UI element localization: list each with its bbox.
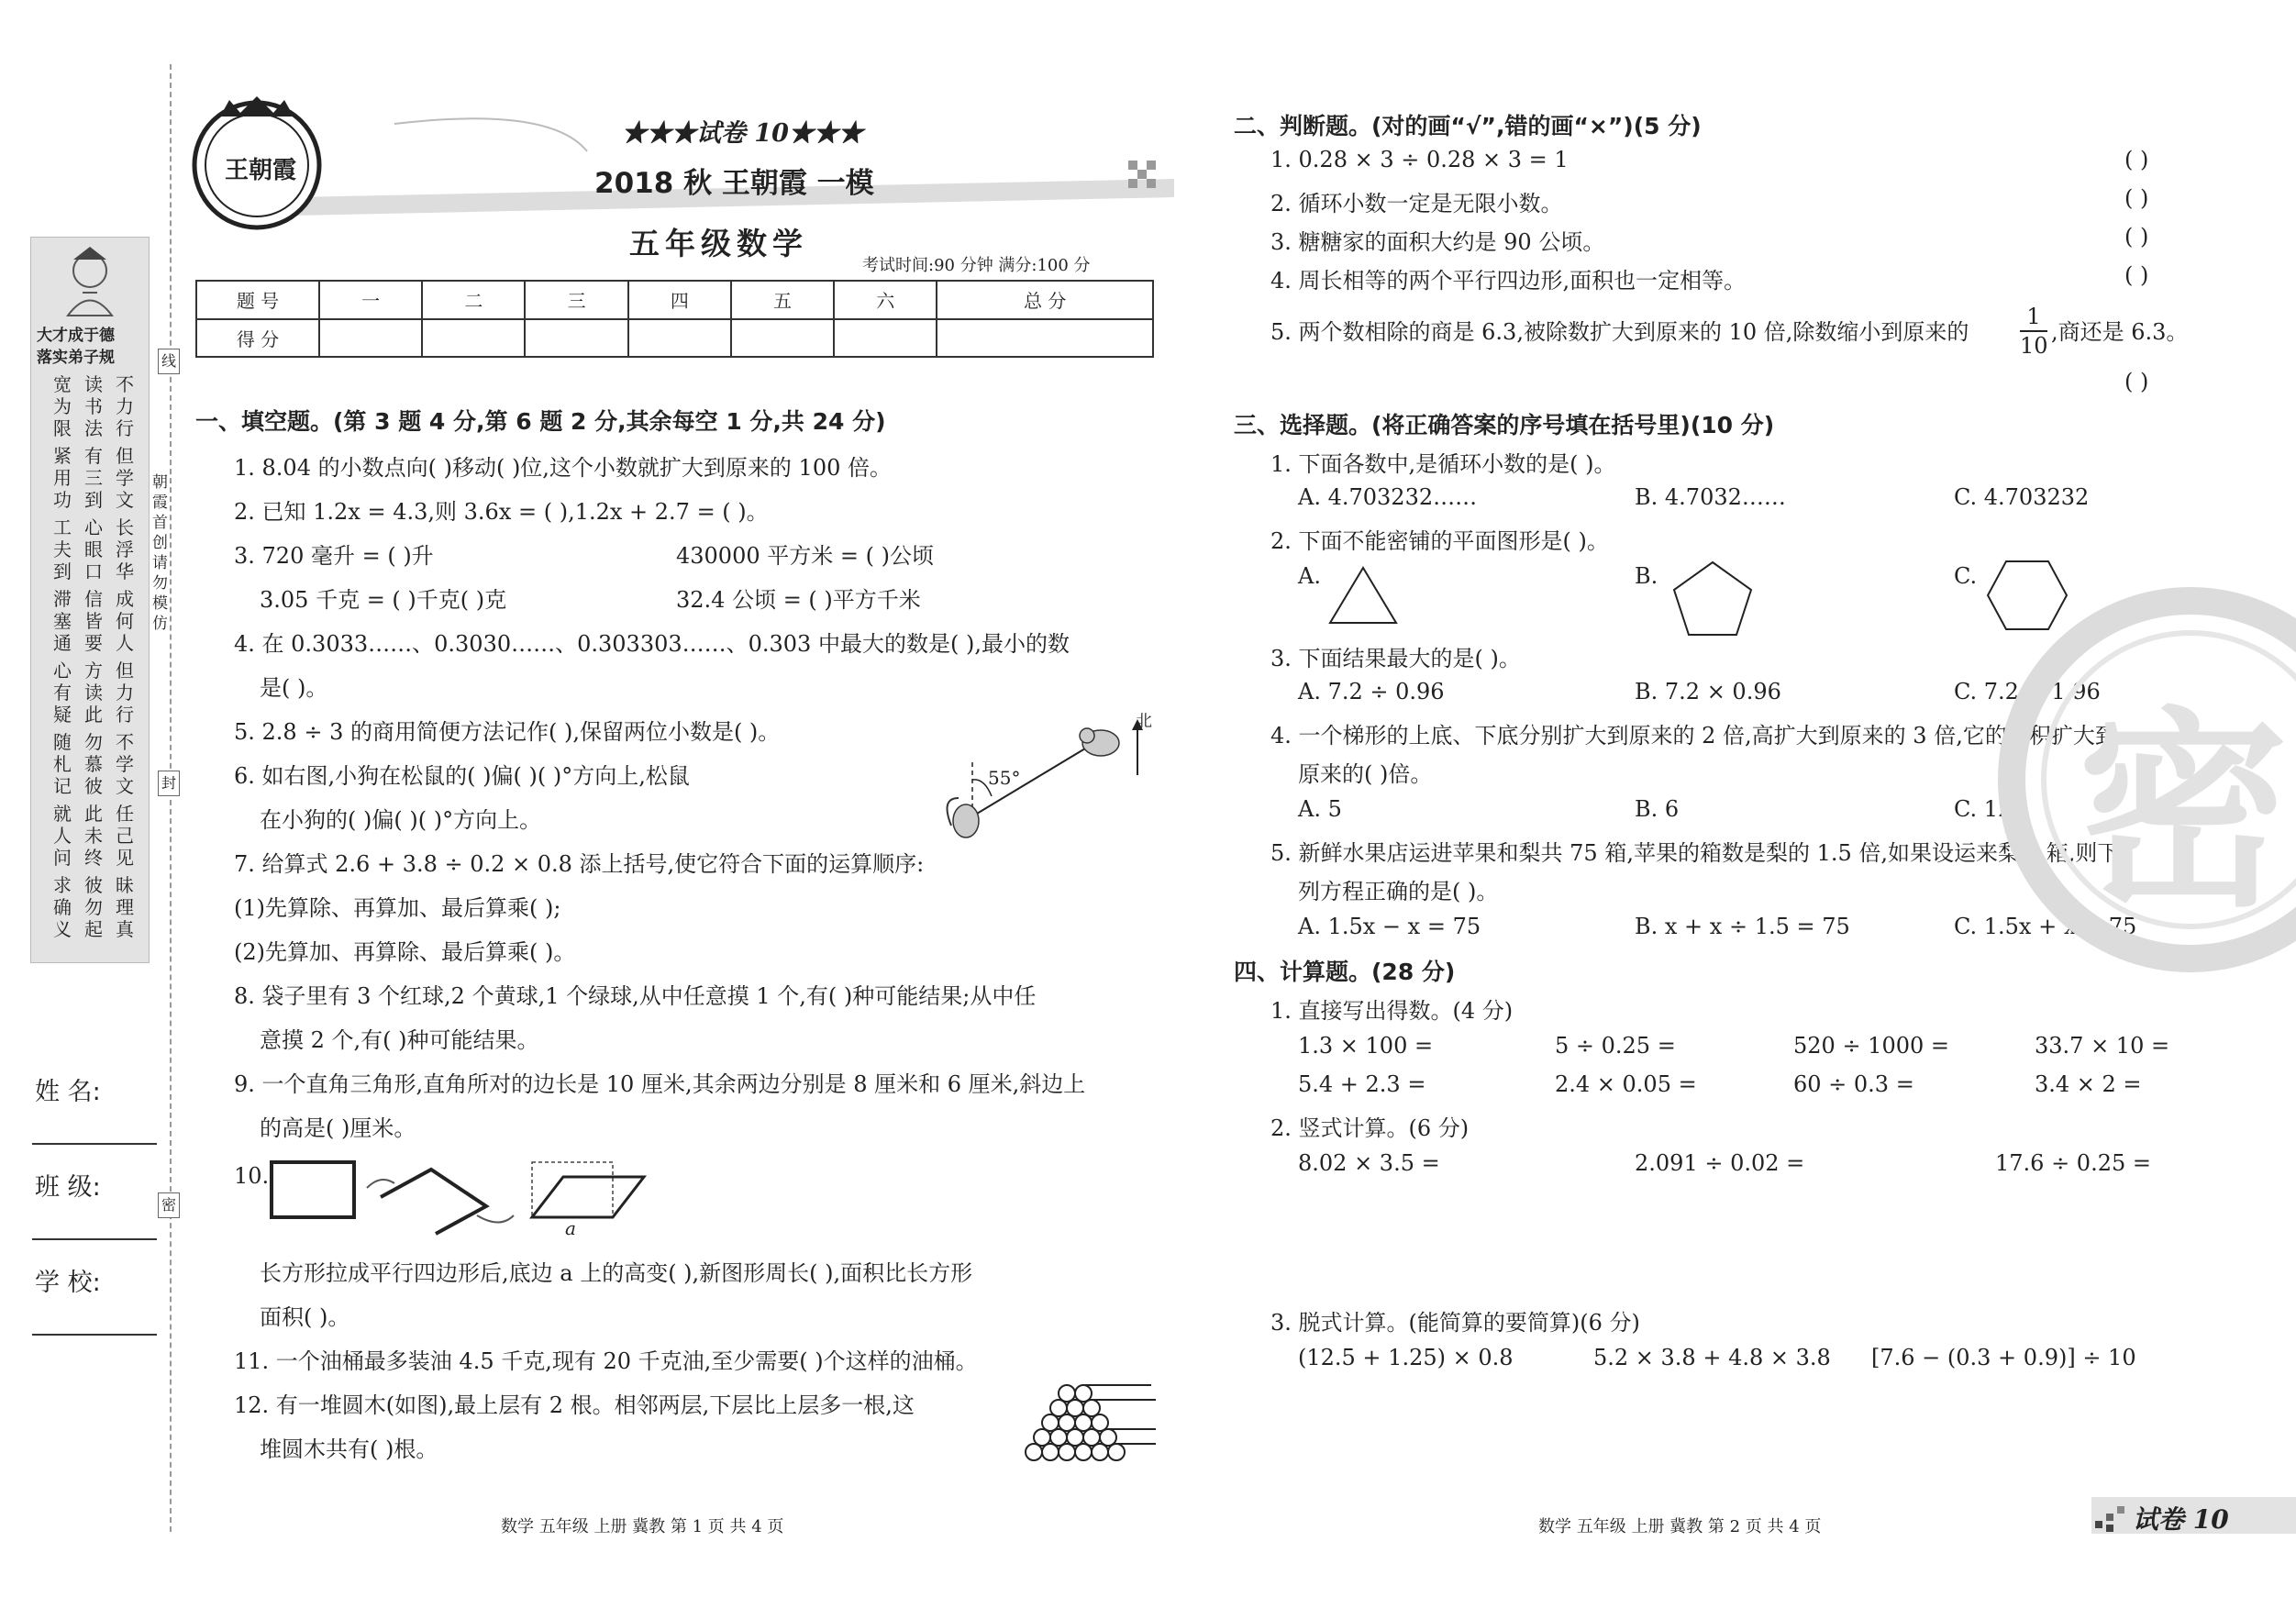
motto-column: 随札记 — [53, 731, 72, 797]
section1-title: 一、填空题。(第 3 题 4 分,第 6 题 2 分,其余每空 1 分,共 24 分) — [195, 408, 886, 435]
calc-2: 5 ÷ 0.25 = — [1555, 1033, 1676, 1059]
name-field[interactable] — [32, 1143, 157, 1145]
s3-q2-optB[interactable]: B. — [1635, 563, 1658, 589]
stamp-char: 密 — [2078, 691, 2290, 936]
s2-q5b: ,商还是 6.3。 — [2051, 319, 2189, 345]
s3-q2-optA[interactable]: A. — [1298, 563, 1321, 589]
motto-column: 求确义 — [53, 874, 72, 940]
squirrel-icon — [948, 798, 980, 837]
calc-1: 1.3 × 100 = — [1298, 1033, 1434, 1059]
seal-char-feng: 封 — [158, 771, 180, 796]
motto-column: 彼勿起 — [84, 874, 103, 940]
motto-column: 长浮华 — [116, 516, 134, 582]
s2-q2: 2. 循环小数一定是无限小数。 — [1270, 191, 1563, 216]
score-cell[interactable] — [834, 319, 937, 358]
judge-answer-2[interactable]: ( ) — [2124, 185, 2149, 211]
motto-column: 但力行 — [116, 660, 134, 726]
s1-q3d: 32.4 公顷 = ( )平方千米 — [676, 587, 921, 613]
s1-q6a: 6. 如右图,小狗在松鼠的( )偏( )( )°方向上,松鼠 — [234, 763, 690, 789]
s1-q5: 5. 2.8 ÷ 3 的商用简便方法记作( ),保留两位小数是( )。 — [234, 719, 781, 745]
logo-text: 王朝霞 — [225, 157, 297, 184]
motto-column: 读书法 — [84, 373, 103, 439]
scholar-figure-icon — [31, 238, 149, 320]
s1-q9a: 9. 一个直角三角形,直角所对的边长是 10 厘米,其余两边分别是 8 厘米和 6 厘米,斜边上 — [234, 1071, 1086, 1097]
s3-q5a: 5. 新鲜水果店运进苹果和梨共 75 箱,苹果的箱数是梨的 1.5 倍,如果设运来梨 x 箱,则下 — [1270, 840, 2120, 866]
motto-line-1: 大才成于德 — [37, 327, 115, 345]
s1-q4b: 是( )。 — [260, 675, 328, 701]
score-header-cell: 五 — [731, 281, 834, 319]
s3-q3-optA[interactable]: A. 7.2 ÷ 0.96 — [1298, 679, 1445, 704]
section3-title: 三、选择题。(将正确答案的序号填在括号里)(10 分) — [1234, 412, 1775, 438]
motto-column: 不学文 — [116, 731, 134, 797]
s1-q8b: 意摸 2 个,有( )种可能结果。 — [260, 1027, 539, 1053]
s1-q7-1: (1)先算除、再算加、最后算乘( ); — [234, 895, 561, 921]
section4-title: 四、计算题。(28 分) — [1234, 959, 1456, 985]
s3-q2-optC[interactable]: C. — [1954, 563, 1978, 589]
s3-q3-optB[interactable]: B. 7.2 × 0.96 — [1635, 679, 1781, 704]
exam-title: 2018 秋 王朝霞 一模 — [594, 167, 874, 200]
judge-answer-1[interactable]: ( ) — [2124, 147, 2149, 172]
class-label: 班 级: — [35, 1173, 101, 1202]
motto-column: 昧理真 — [116, 874, 134, 940]
s3-q5-optA[interactable]: A. 1.5x − x = 75 — [1298, 914, 1481, 939]
calc-8: 3.4 × 2 = — [2035, 1071, 2142, 1097]
s2-q5a: 5. 两个数相除的商是 6.3,被除数扩大到原来的 10 倍,除数缩小到原来的 — [1270, 319, 1969, 345]
angle-label: 55° — [988, 767, 1021, 789]
s3-q5-optB[interactable]: B. x + x ÷ 1.5 = 75 — [1635, 914, 1850, 939]
s4-p1-title: 1. 直接写出得数。(4 分) — [1270, 998, 1514, 1024]
vertical-calc-2: 2.091 ÷ 0.02 = — [1635, 1150, 1805, 1176]
score-header-cell: 四 — [628, 281, 731, 319]
motto-sidebar — [30, 237, 150, 963]
s1-q10-number: 10. — [234, 1163, 270, 1189]
stepwise-calc-3: [7.6 − (0.3 + 0.9)] ÷ 10 — [1871, 1345, 2136, 1370]
s3-q4-optB[interactable]: B. 6 — [1635, 796, 1680, 822]
s1-q12b: 堆圆木共有( )根。 — [260, 1436, 438, 1462]
motto-column: 工夫到 — [53, 516, 72, 582]
vertical-calc-3: 17.6 ÷ 0.25 = — [1995, 1150, 2151, 1176]
s3-q1: 1. 下面各数中,是循环小数的是( )。 — [1270, 451, 1616, 477]
s1-q10a: 长方形拉成平行四边形后,底边 a 上的高变( ),新图形周长( ),面积比长方形 — [260, 1260, 973, 1286]
rectangle-to-parallelogram-figure — [266, 1151, 660, 1234]
score-table — [195, 280, 1154, 358]
class-field[interactable] — [32, 1238, 157, 1240]
binding-line — [170, 64, 172, 1532]
s1-q4a: 4. 在 0.3033……、0.3030……、0.303303……、0.303 中最大的数是( ),最小的数 — [234, 631, 1070, 657]
fraction-one-tenth — [2020, 303, 2047, 360]
name-label: 姓 名: — [35, 1078, 101, 1106]
subject-title: 五年级数学 — [629, 226, 808, 261]
calc-6: 2.4 × 0.05 = — [1555, 1071, 1697, 1097]
s1-q7-2: (2)先算加、再算除、最后算乘( )。 — [234, 939, 576, 965]
score-cell[interactable] — [525, 319, 627, 358]
motto-column: 滞塞通 — [53, 588, 72, 654]
seal-char-mi: 密 — [158, 1192, 180, 1218]
score-header-cell: 二 — [422, 281, 525, 319]
s1-q11: 11. 一个油桶最多装油 4.5 千克,现有 20 千克油,至少需要( )个这样的油桶。 — [234, 1348, 978, 1374]
motto-column: 心有疑 — [53, 660, 72, 726]
motto-column: 方读此 — [84, 660, 103, 726]
direction-figure — [931, 706, 1165, 844]
s4-p2-title: 2. 竖式计算。(6 分) — [1270, 1115, 1470, 1141]
north-label: 北 — [1136, 712, 1152, 731]
score-row-label: 得 分 — [196, 319, 319, 358]
calc-3: 520 ÷ 1000 = — [1793, 1033, 1949, 1059]
base-a-label: a — [565, 1217, 576, 1239]
s2-q3: 3. 糖糖家的面积大约是 90 公顷。 — [1270, 229, 1605, 255]
s3-q1-optC[interactable]: C. 4.703232 — [1954, 484, 2090, 510]
motto-columns — [31, 373, 149, 960]
score-header-cell: 题 号 — [196, 281, 319, 319]
footer-left: 数学 五年级 上册 冀教 第 1 页 共 4 页 — [501, 1517, 784, 1536]
s1-q1: 1. 8.04 的小数点向( )移动( )位,这个小数就扩大到原来的 100 倍。 — [234, 455, 892, 481]
s3-q4-optA[interactable]: A. 5 — [1298, 796, 1342, 822]
log-pile-icon — [1023, 1381, 1160, 1463]
paper-number: ★★★试卷 10★★★ — [622, 119, 863, 148]
badge-squares-icon — [2095, 1504, 2132, 1532]
footer-badge: 试卷 10 — [2133, 1504, 2229, 1535]
motto-column: 任己见 — [116, 803, 134, 869]
score-header-cell: 一 — [319, 281, 422, 319]
margin-note: 朝霞首创 请勿模仿 — [152, 473, 168, 633]
s3-q2: 2. 下面不能密铺的平面图形是( )。 — [1270, 528, 1609, 554]
vertical-calc-1: 8.02 × 3.5 = — [1298, 1150, 1440, 1176]
pentagon-icon — [1671, 560, 1754, 638]
footer-right: 数学 五年级 上册 冀教 第 2 页 共 4 页 — [1538, 1517, 1822, 1536]
s1-q9b: 的高是( )厘米。 — [260, 1115, 416, 1141]
fraction-numerator: 1 — [2026, 304, 2041, 329]
score-header-cell: 总 分 — [937, 281, 1153, 319]
judge-answer-3[interactable]: ( ) — [2124, 224, 2149, 250]
s3-q1-optB[interactable]: B. 4.7032…… — [1635, 484, 1786, 510]
school-field[interactable] — [32, 1334, 157, 1336]
score-header-cell: 六 — [834, 281, 937, 319]
school-label: 学 校: — [35, 1269, 101, 1297]
hands-stretching-icon — [367, 1170, 514, 1234]
stepwise-calc-1: (12.5 + 1.25) × 0.8 — [1298, 1345, 1514, 1370]
motto-column: 勿慕彼 — [84, 731, 103, 797]
s1-q2: 2. 已知 1.2x = 4.3,则 3.6x = ( ),1.2x + 2.7 = ( )。 — [234, 499, 769, 525]
motto-column: 成何人 — [116, 588, 134, 654]
s1-q8a: 8. 袋子里有 3 个红球,2 个黄球,1 个绿球,从中任意摸 1 个,有( )种可能结果;从中任 — [234, 983, 1037, 1009]
motto-column: 有三到 — [84, 445, 103, 511]
s3-q3: 3. 下面结果最大的是( )。 — [1270, 646, 1521, 671]
s3-q5b: 列方程正确的是( )。 — [1298, 879, 1499, 904]
seal-char-xian: 线 — [158, 349, 180, 374]
motto-column: 此未终 — [84, 803, 103, 869]
s2-q1: 1. 0.28 × 3 ÷ 0.28 × 3 = 1 — [1270, 147, 1569, 172]
s1-q6b: 在小狗的( )偏( )( )°方向上。 — [260, 807, 542, 833]
motto-column: 不力行 — [116, 373, 134, 439]
score-cell[interactable] — [937, 319, 1153, 358]
calc-7: 60 ÷ 0.3 = — [1793, 1071, 1914, 1097]
time-info: 考试时间:90 分钟 满分:100 分 — [862, 256, 1091, 275]
stepwise-calc-2: 5.2 × 3.8 + 4.8 × 3.8 — [1593, 1345, 1831, 1370]
motto-column: 信皆要 — [84, 588, 103, 654]
score-header-cell: 三 — [525, 281, 627, 319]
score-cell[interactable] — [422, 319, 525, 358]
calc-5: 5.4 + 2.3 = — [1298, 1071, 1426, 1097]
section2-title: 二、判断题。(对的画“√”,错的画“×”)(5 分) — [1234, 113, 1702, 139]
s2-q4: 4. 周长相等的两个平行四边形,面积也一定相等。 — [1270, 268, 1747, 294]
s1-q7: 7. 给算式 2.6 + 3.8 ÷ 0.2 × 0.8 添上括号,使它符合下面的运算顺序: — [234, 851, 925, 877]
s3-q4-optC[interactable]: C. 12 — [1954, 796, 2013, 822]
s1-q3c: 3.05 千克 = ( )千克( )克 — [260, 587, 507, 613]
motto-column: 就人问 — [53, 803, 72, 869]
motto-column: 紧用功 — [53, 445, 72, 511]
motto-column: 宽为限 — [53, 373, 72, 439]
motto-column: 心眼口 — [84, 516, 103, 582]
score-cell[interactable] — [628, 319, 731, 358]
s1-q3a: 3. 720 毫升 = ( )升 — [234, 543, 434, 569]
s4-p3-title: 3. 脱式计算。(能简算的要简算)(6 分) — [1270, 1310, 1640, 1336]
s1-q12a: 12. 有一堆圆木(如图),最上层有 2 根。相邻两层,下层比上层多一根,这 — [234, 1392, 915, 1418]
motto-line-2: 落实弟子规 — [37, 349, 115, 367]
s3-q4b: 原来的( )倍。 — [1298, 761, 1433, 787]
s3-q1-optA[interactable]: A. 4.703232…… — [1298, 484, 1478, 510]
s1-q10b: 面积( )。 — [260, 1304, 350, 1330]
s3-q3-optC[interactable]: C. 7.2 ÷ 1.96 — [1954, 679, 2101, 704]
s1-q3b: 430000 平方米 = ( )公顷 — [676, 543, 934, 569]
dog-icon — [1080, 728, 1119, 756]
s3-q4a: 4. 一个梯形的上底、下底分别扩大到原来的 2 倍,高扩大到原来的 3 倍,它的面积扩大到 — [1270, 723, 2117, 749]
score-cell[interactable] — [731, 319, 834, 358]
s3-q5-optC[interactable]: C. 1.5x + x = 75 — [1954, 914, 2137, 939]
triangle-icon — [1328, 564, 1398, 628]
judge-answer-5[interactable]: ( ) — [2124, 369, 2149, 394]
fraction-denominator: 10 — [2020, 330, 2047, 360]
calc-4: 33.7 × 10 = — [2035, 1033, 2170, 1059]
judge-answer-4[interactable]: ( ) — [2124, 262, 2149, 288]
score-cell[interactable] — [319, 319, 422, 358]
motto-column: 但学文 — [116, 445, 134, 511]
